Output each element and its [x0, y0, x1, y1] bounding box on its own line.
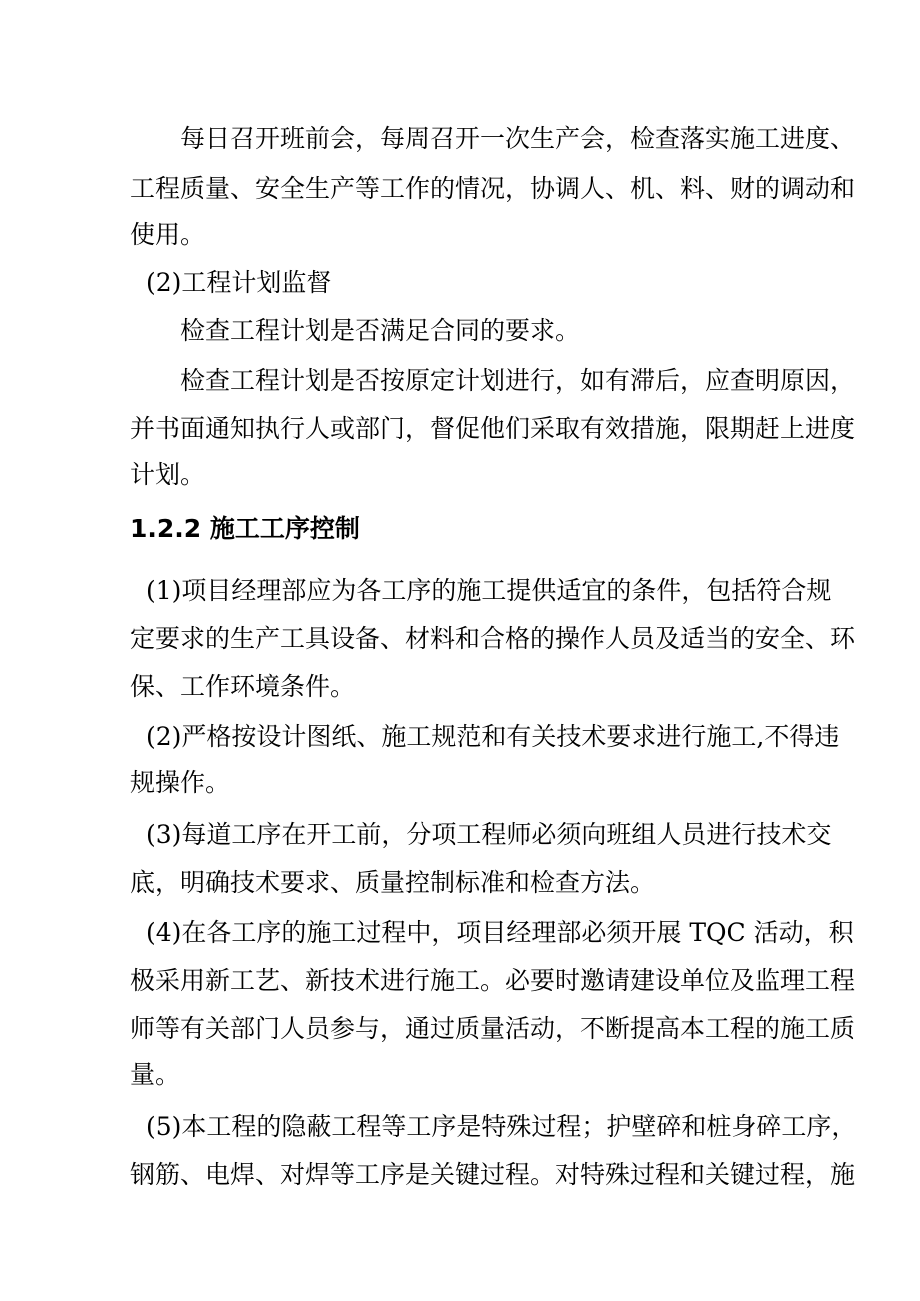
- paragraph-line: 计划。: [130, 460, 206, 489]
- list-item-line: 底，明确技术要求、质量控制标准和检查方法。: [130, 868, 656, 897]
- paragraph-line: 检查工程计划是否满足合同的要求。: [180, 316, 581, 345]
- section-heading: 1.2.2 施工工序控制: [130, 514, 360, 543]
- list-item-line: 规操作。: [130, 768, 231, 797]
- list-item-line: 师等有关部门人员参与，通过质量活动，不断提高本工程的施工质: [130, 1014, 856, 1043]
- list-item-line: 钢筋、电焊、对焊等工序是关键过程。对特殊过程和关键过程，施: [130, 1160, 856, 1189]
- list-item-line: (3)每道工序在开工前，分项工程师必须向班组人员进行技术交: [146, 820, 832, 849]
- list-item-line: 定要求的生产工具设备、材料和合格的操作人员及适当的安全、环: [130, 624, 856, 653]
- paragraph-line: 每日召开班前会，每周召开一次生产会，检查落实施工进度、: [180, 124, 856, 153]
- paragraph-line: 并书面通知执行人或部门，督促他们采取有效措施，限期赶上进度: [130, 414, 856, 443]
- paragraph-line: 检查工程计划是否按原定计划进行，如有滞后，应查明原因，: [180, 366, 856, 395]
- paragraph-line: 使用。: [130, 220, 206, 249]
- list-item-line: (1)项目经理部应为各工序的施工提供适宜的条件，包括符合规: [146, 576, 832, 605]
- list-item-line: 保、工作环境条件。: [130, 672, 356, 701]
- list-item-line: (4)在各工序的施工过程中，项目经理部必须开展 TQC 活动，积: [146, 918, 854, 947]
- list-item-line: 量。: [130, 1060, 181, 1089]
- paragraph-line: 工程质量、安全生产等工作的情况，协调人、机、料、财的调动和: [130, 174, 856, 203]
- list-item-line: (5)本工程的隐蔽工程等工序是特殊过程；护壁碎和桩身碎工序，: [146, 1112, 857, 1141]
- list-item-line: (2)严格按设计图纸、施工规范和有关技术要求进行施工,不得违: [146, 722, 840, 751]
- list-item-line: 极采用新工艺、新技术进行施工。必要时邀请建设单位及监理工程: [130, 966, 856, 995]
- subsection-title: (2)工程计划监督: [146, 268, 332, 297]
